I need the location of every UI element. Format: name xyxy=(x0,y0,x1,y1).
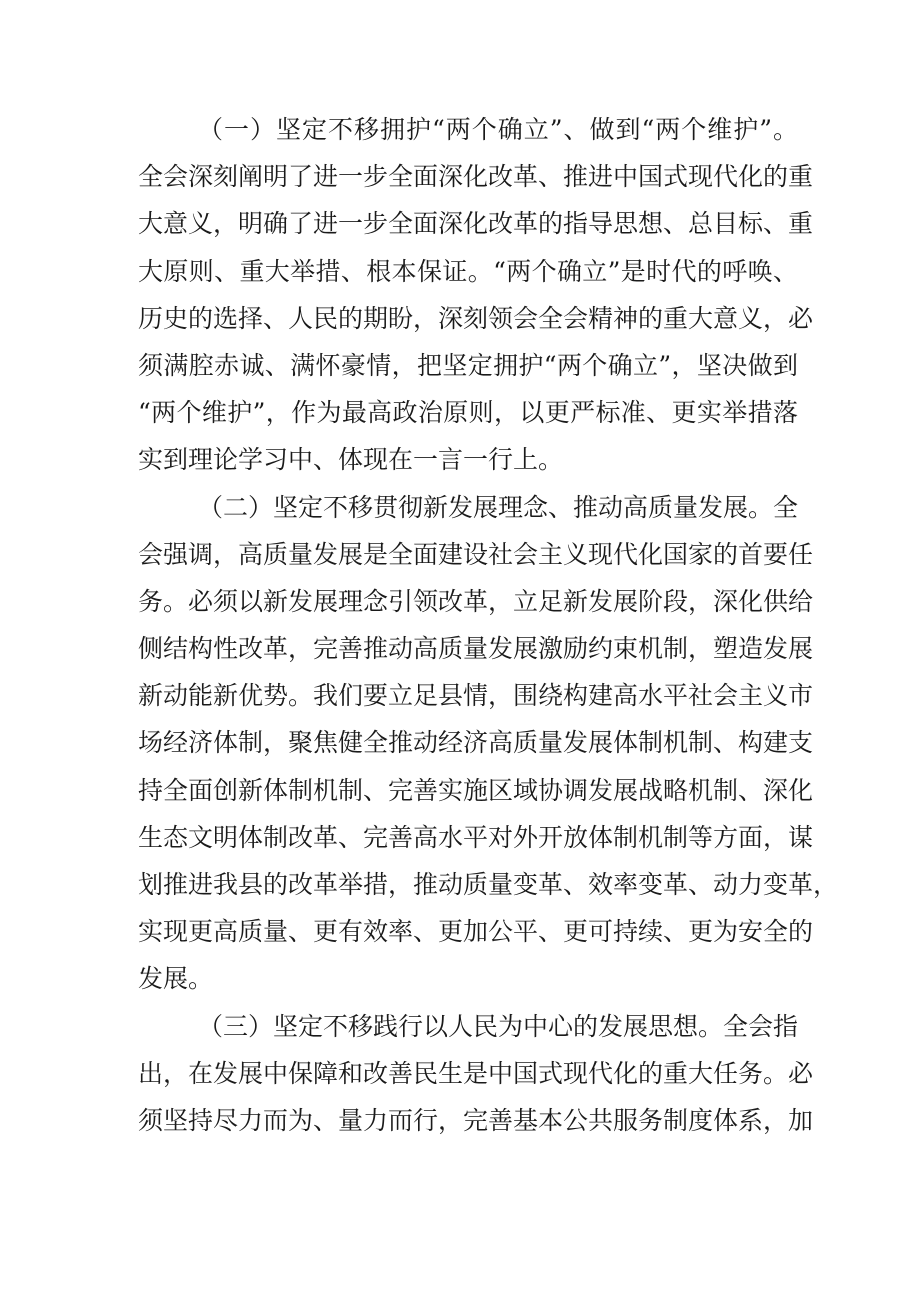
document-body xyxy=(138,106,839,1144)
paragraph-1-line: 须满腔赤诚、满怀豪情，把坚定拥护“两个确立”，坚决做到 xyxy=(138,350,798,380)
paragraph-2-line: 实现更高质量、更有效率、更加公平、更可持续、更为安全的 xyxy=(138,917,814,947)
paragraph-2-line: 务。必须以新发展理念引领改革，立足新发展阶段，深化供给 xyxy=(138,586,814,616)
paragraph-1-line: 全会深刻阐明了进一步全面深化改革、推进中国式现代化的重 xyxy=(138,162,814,192)
paragraph-3-line: 出，在发展中保障和改善民生是中国式现代化的重大任务。必 xyxy=(138,1058,814,1088)
paragraph-2-line: 侧结构性改革，完善推动高质量发展激励约束机制，塑造发展 xyxy=(138,634,814,664)
paragraph-2-line: 新动能新优势。我们要立足县情，围绕构建高水平社会主义市 xyxy=(138,681,814,711)
paragraph-2-line: 持全面创新体制机制、完善实施区域协调发展战略机制、深化 xyxy=(138,775,814,805)
paragraph-2-line: 划推进我县的改革举措，推动质量变革、效率变革、动力变革， xyxy=(138,870,839,899)
paragraph-2-line: 会强调，高质量发展是全面建设社会主义现代化国家的首要任 xyxy=(138,539,814,569)
paragraph-1-line: 历史的选择、人民的期盼，深刻领会全会精神的重大意义，必 xyxy=(138,303,814,333)
paragraph-2-last-line: 发展。 xyxy=(138,964,214,994)
paragraph-1-line: 大原则、重大举措、根本保证。“两个确立”是时代的呼唤、 xyxy=(138,256,798,286)
paragraph-1-line: 大意义，明确了进一步全面深化改革的指导思想、总目标、重 xyxy=(138,209,814,239)
paragraph-3-heading-line: （三）坚定不移践行以人民为中心的发展思想。全会指 xyxy=(198,1011,799,1041)
paragraph-1-line: “两个维护”，作为最高政治原则，以更严标准、更实举措落 xyxy=(138,398,798,428)
paragraph-1-last-line: 实到理论学习中、体现在一言一行上。 xyxy=(138,445,564,475)
paragraph-3-line: 须坚持尽力而为、量力而行，完善基本公共服务制度体系，加 xyxy=(138,1105,814,1135)
paragraph-2-line: 生态文明体制改革、完善高水平对外开放体制机制等方面，谋 xyxy=(138,822,814,852)
paragraph-2-line: 场经济体制，聚焦健全推动经济高质量发展体制机制、构建支 xyxy=(138,728,814,758)
paragraph-1-heading-line: （一）坚定不移拥护“两个确立”、做到“两个维护”。 xyxy=(198,115,798,144)
paragraph-2-heading-line: （二）坚定不移贯彻新发展理念、推动高质量发展。全 xyxy=(198,492,799,522)
